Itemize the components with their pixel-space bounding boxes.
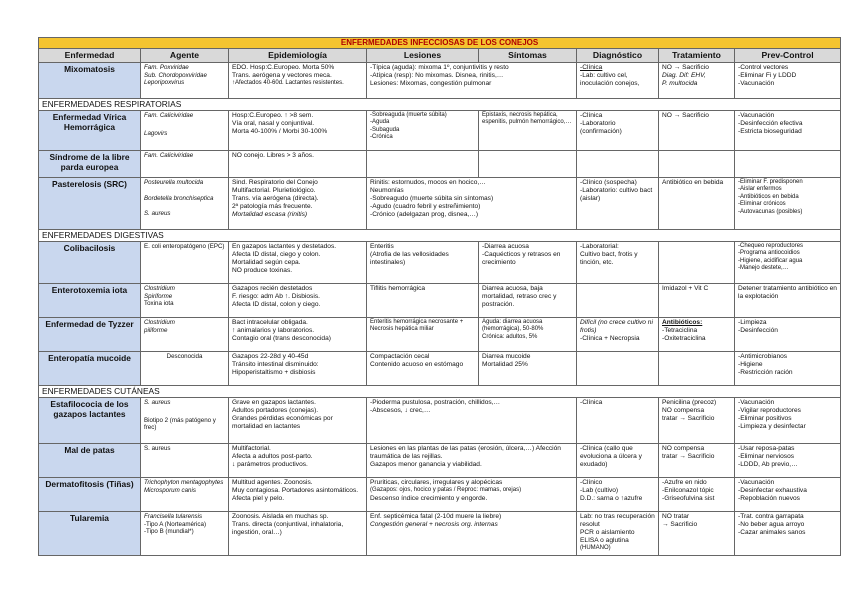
- epidemiology-cell: Zoonosis. Aislada en muchas sp. Trans. directa (conjuntival, inhalatoria, ingestión, oral…): [229, 512, 367, 556]
- header-agente: Agente: [141, 49, 229, 63]
- table-row: [39, 242, 841, 284]
- treatment-cell: NO → Sacrificio: [659, 111, 735, 151]
- disease-name: Enfermedad de Tyzzer: [39, 318, 141, 352]
- epidemiology-cell: Grave en gazapos lactantes. Adultos portadores (conejas). Grandes pérdidas económicas por mortalidad en lactantes: [229, 398, 367, 444]
- table-row: [39, 178, 841, 230]
- diagnosis-cell: [577, 151, 659, 178]
- table-row: [39, 318, 841, 352]
- lesions-cell: Tiflitis hemorrágica: [367, 284, 479, 318]
- disease-name: Pasterelosis (SRC): [39, 178, 141, 230]
- section-digestivas: ENFERMEDADES DIGESTIVAS: [39, 230, 841, 242]
- epidemiology-cell: En gazapos lactantes y destetados. Afecta ID distal, ciego y colon. Mortalidad según cepa. NO produce toxinas.: [229, 242, 367, 284]
- treatment-cell: NO → Sacrificio Diag. Dif: EHV, P. multocida: [659, 63, 735, 99]
- diagnosis-cell: Lab: no tras recuperación resolut PCR o aislamiento ELISA o aglutina (HUMANO): [577, 512, 659, 556]
- disease-sheet: [38, 37, 840, 556]
- prevention-cell: -Limpieza -Desinfección: [735, 318, 841, 352]
- table-row: [39, 444, 841, 478]
- diagnosis-cell: -Clínica: [577, 398, 659, 444]
- treatment-cell: -Azufre en nido -Enilconazol tópic -Griseofulvina sist: [659, 478, 735, 512]
- lesions-cell: -Pioderma pustulosa, postración, chillidos,… -Abscesos, ↓ crec,…: [367, 398, 577, 444]
- treatment-cell: [659, 242, 735, 284]
- diagnosis-cell: [577, 352, 659, 386]
- treatment-cell: Antibiótico en bebida: [659, 178, 735, 230]
- prevention-cell: -Vacunación -Desinfección efectiva -Estricta bioseguridad: [735, 111, 841, 151]
- table-row: [39, 478, 841, 512]
- table-row: [39, 111, 841, 151]
- agent-cell: Fam. Caliciviridae: [141, 151, 229, 178]
- lesions-cell: Enteritis hemorrágica necrosante + Necrosis hepática miliar: [367, 318, 479, 352]
- section-respiratorias: ENFERMEDADES RESPIRATORIAS: [39, 99, 841, 111]
- lesions-cell: -Típica (aguda): mixoma 1º, conjuntivitis y resto -Atípica (resp): No mixomas. Disnea, rinitis,… Lesiones: Mixomas, congestión pulmonar: [367, 63, 577, 99]
- treatment-cell: Imidazol + Vit C: [659, 284, 735, 318]
- agent-cell: S. aureus Biotipo 2 (más patógeno y frec): [141, 398, 229, 444]
- lesions-cell: Rinitis: estornudos, mocos en hocico,… Neumonías -Sobreagudo (muerte súbita sin síntomas) -Agudo (cuadro febril y estreñimiento) -Crónico (adelgazan prog, disnea,…): [367, 178, 577, 230]
- lesions-cell: [367, 151, 479, 178]
- epidemiology-cell: Bact intracelular obligada. ↑ animalarios y laboratorios. Contagio oral (trans desconocida): [229, 318, 367, 352]
- prevention-cell: -Chequeo reproductores -Programa antiocoidios -Higiene, acidificar agua -Manejo destete,…: [735, 242, 841, 284]
- disease-name: Mal de patas: [39, 444, 141, 478]
- header-prev-control: Prev-Control: [735, 49, 841, 63]
- agent-cell: Fam. Caliciviridae Lagovirs: [141, 111, 229, 151]
- table-row: [39, 398, 841, 444]
- epidemiology-cell: Sind. Respiratorio del Conejo Multifactorial. Plurietiológico. Trans. vía aerógena (directa). 2ª patología más frecuente. Mortalidad escasa (rinitis): [229, 178, 367, 230]
- epidemiology-cell: Hosp:C.Europeo. ↑ >8 sem. Vía oral, nasal y conjuntival. Morta 40-100% / Morbi 30-100%: [229, 111, 367, 151]
- symptoms-cell: Diarrea acuosa, baja mortalidad, retraso crec y postración.: [479, 284, 577, 318]
- table-row: [39, 352, 841, 386]
- lesions-cell: Compactación cecal Contenido acuoso en estómago: [367, 352, 479, 386]
- diagnosis-cell: Difícil (no crece cultivo ni frotis) -Clínica + Necropsia: [577, 318, 659, 352]
- disease-name: Estafilococia de los gazapos lactantes: [39, 398, 141, 444]
- prevention-cell: -Vacunación -Desinfectar exhaustiva -Repoblación nuevos: [735, 478, 841, 512]
- disease-name: Enterotoxemia iota: [39, 284, 141, 318]
- sheet-title: ENFERMEDADES INFECCIOSAS DE LOS CONEJOS: [39, 38, 841, 49]
- agent-cell: Desconocida: [141, 352, 229, 386]
- table-row: [39, 512, 841, 556]
- agent-cell: Clostridium Spiriforme Toxina iota: [141, 284, 229, 318]
- epidemiology-cell: Multifactorial. Afecta a adultos post-parto. ↓ parámetros productivos.: [229, 444, 367, 478]
- header-enfermedad: Enfermedad: [39, 49, 141, 63]
- treatment-cell: NO compensa tratar → Sacrificio: [659, 444, 735, 478]
- treatment-cell: Penicilina (precoz) NO compensa tratar → Sacrificio: [659, 398, 735, 444]
- symptoms-cell: -Diarrea acuosa -Caquécticos y retrasos en crecimiento: [479, 242, 577, 284]
- lesions-cell: Enf. septicémica fatal (2-10d muere la liebre) Congestión general + necrosis org. internas: [367, 512, 577, 556]
- disease-name: Síndrome de la libre parda europea: [39, 151, 141, 178]
- treatment-cell: [659, 352, 735, 386]
- epidemiology-cell: EDO. Hosp:C.Europeo. Morta 50% Trans. aerógena y vectores meca. ↑Afectados 40-60d. Lactantes resistentes.: [229, 63, 367, 99]
- table-row: [39, 284, 841, 318]
- prevention-cell: -Usar reposa-patas -Eliminar nerviosos -LDDD, Ab previo,…: [735, 444, 841, 478]
- treatment-cell: NO tratar → Sacrificio: [659, 512, 735, 556]
- agent-cell: E. coli enteropatógeno (EPC): [141, 242, 229, 284]
- lesions-cell: -Sobreaguda (muerte súbita) -Aguda -Subaguda -Crónica: [367, 111, 479, 151]
- treatment-cell: Antibióticos: -Tetraciclina -Oxitetraciclina: [659, 318, 735, 352]
- agent-cell: Francisella tularensis -Tipo A (Norteamérica) -Tipo B (mundial*): [141, 512, 229, 556]
- header-sintomas: Síntomas: [479, 49, 577, 63]
- agent-cell: Fam. Poxviridae Sub. Chordopoxviridae Leporipoxvirus: [141, 63, 229, 99]
- prevention-cell: -Control vectores -Eliminar Fi y LDDD -Vacunación: [735, 63, 841, 99]
- agent-cell: S. aureus: [141, 444, 229, 478]
- prevention-cell: -Trat. contra garrapata -No beber agua arroyo -Cazar animales sanos: [735, 512, 841, 556]
- diagnosis-cell: [577, 284, 659, 318]
- table-row: [39, 151, 841, 178]
- treatment-cell: [659, 151, 735, 178]
- header-lesiones: Lesiones: [367, 49, 479, 63]
- lesions-cell: Enteritis (Atrofia de las vellosidades intestinales): [367, 242, 479, 284]
- header-epidemiologia: Epidemiología: [229, 49, 367, 63]
- disease-name: Colibacilosis: [39, 242, 141, 284]
- epidemiology-cell: NO conejo. Libres > 3 años.: [229, 151, 367, 178]
- disease-table: [38, 37, 841, 556]
- section-cutaneas: ENFERMEDADES CUTÁNEAS: [39, 386, 841, 398]
- epidemiology-cell: Gazapos recién destetados F. riesgo: adm Ab ↑. Disbiosis. Afecta ID distal, colon y ciego.: [229, 284, 367, 318]
- symptoms-cell: Diarrea mucoide Mortalidad 25%: [479, 352, 577, 386]
- agent-cell: Posteurella multocida Bordetella bronchiseptica S. aureus: [141, 178, 229, 230]
- prevention-cell: -Vacunación -Vigilar reproductores -Eliminar positivos -Limpieza y desinfectar: [735, 398, 841, 444]
- epidemiology-cell: Multitud agentes. Zoonosis. Muy contagiosa. Portadores asintomáticos. Afecta piel y pelo.: [229, 478, 367, 512]
- header-diagnostico: Diagnóstico: [577, 49, 659, 63]
- diagnosis-cell: -Clínico (sospecha) -Laboratorio: cultivo bact (aislar): [577, 178, 659, 230]
- diagnosis-cell: -Clínica -Laboratorio (confirmación): [577, 111, 659, 151]
- table-row: [39, 63, 841, 99]
- diagnosis-cell: -Clínica (callo que evoluciona a úlcera y exudado): [577, 444, 659, 478]
- diagnosis-cell: -Clínico -Lab (cultivo) D.D.: sarna o ↑azufre: [577, 478, 659, 512]
- lesions-cell: Lesiones en las plantas de las patas (erosión, úlcera,…) Afección traumática de las rejillas. Gazapos menor ganancia y viabilidad.: [367, 444, 577, 478]
- disease-name: Mixomatosis: [39, 63, 141, 99]
- diagnosis-cell: -Laboratorial: Cultivo bact, frotis y tinción, etc.: [577, 242, 659, 284]
- prevention-cell: Detener tratamiento antibiótico en la explotación: [735, 284, 841, 318]
- disease-name: Enfermedad Vírica Hemorrágica: [39, 111, 141, 151]
- disease-name: Tularemia: [39, 512, 141, 556]
- epidemiology-cell: Gazapos 22-28d y 40-45d Tránsito intestinal disminuido: Hipoperistaltismo + disbiosis: [229, 352, 367, 386]
- disease-name: Enteropatía mucoide: [39, 352, 141, 386]
- agent-cell: Trichophyton mentagophytes Microsporum canis: [141, 478, 229, 512]
- prevention-cell: -Antimicrobianos -Higiene -Restricción ración: [735, 352, 841, 386]
- prevention-cell: [735, 151, 841, 178]
- diagnosis-cell: -Clínica -Lab: cultivo cel, inoculación conejos,: [577, 63, 659, 99]
- symptoms-cell: [479, 151, 577, 178]
- symptoms-cell: Epistaxis, necrosis hepática, espenitis, pulmón hemorrágico,…: [479, 111, 577, 151]
- lesions-cell: Pruriticas, circulares, irregulares y alopécicas (Gazapos: ojos, hocico y patas / Reproc: mamas, orejas) Descenso índice crecimiento y engorde.: [367, 478, 577, 512]
- disease-name: Dermatofitosis (Tiñas): [39, 478, 141, 512]
- agent-cell: Clostridium piliforme: [141, 318, 229, 352]
- header-tratamiento: Tratamiento: [659, 49, 735, 63]
- prevention-cell: -Eliminar F. predisponen -Aislar enfermos -Antibióticos en bebida -Eliminar crónicos -Autovacunas (posibles): [735, 178, 841, 230]
- symptoms-cell: Aguda: diarrea acuosa (hemorrágica), 50-80% Crónica: adultos, 5%: [479, 318, 577, 352]
